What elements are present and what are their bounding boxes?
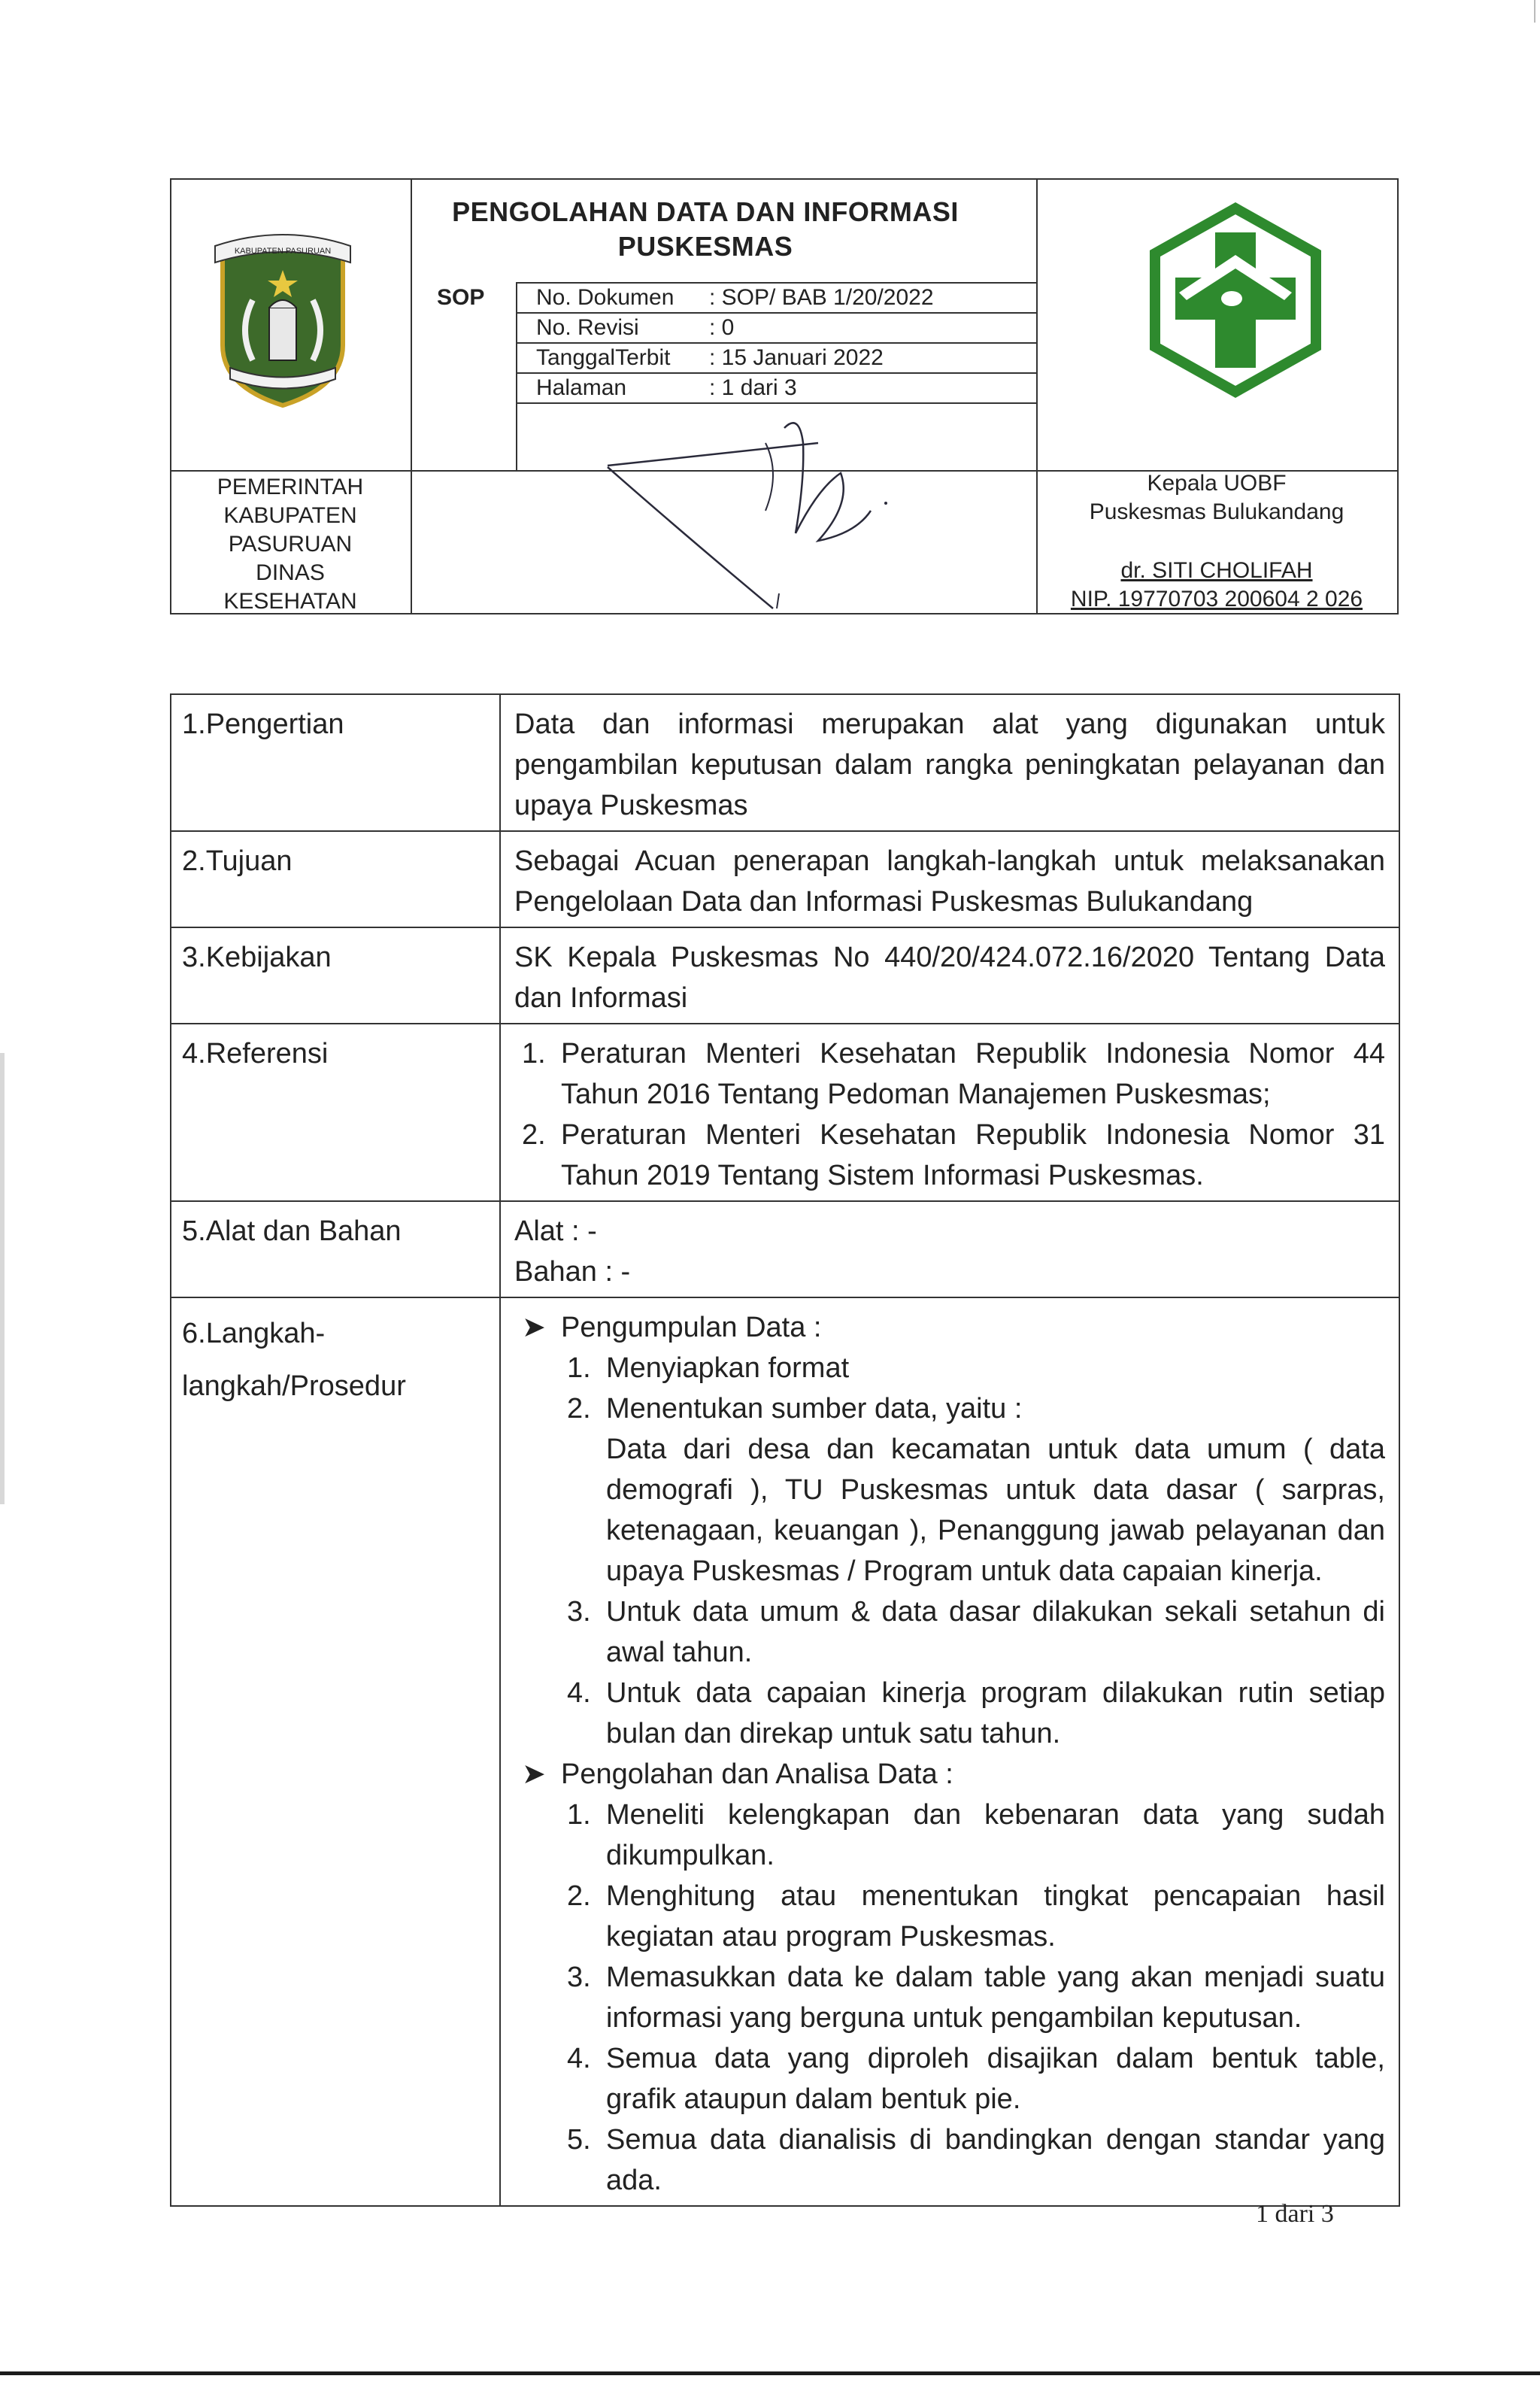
meta-row-doc-no [529,283,934,313]
emblem-banner-text: KABUPATEN PASURUAN [234,247,332,256]
section-title: Pengumpulan Data : [561,1312,822,1343]
value-referensi [500,1024,1399,1201]
item-number: 3. [567,1596,591,1628]
list-item [514,2038,1385,2119]
list-item [514,2119,1385,2201]
label-kebijakan: 3.Kebijakan [171,927,500,1024]
value-langkah [500,1297,1399,2206]
head-role: Kepala UOBF [1147,471,1287,496]
label-alat-bahan: 5.Alat dan Bahan [171,1201,500,1297]
section-pengolahan [514,1754,1385,1795]
signature-icon [593,420,1014,616]
label-pengertian: 1.Pengertian [171,694,500,831]
procedure-table [170,693,1400,2207]
scan-edge-right [1534,0,1535,23]
item-number: 1. [567,1352,591,1384]
meta-key: No. Dokumen [536,285,675,310]
label-referensi: 4.Referensi [171,1024,500,1201]
section-title: Pengolahan dan Analisa Data : [561,1758,953,1790]
meta-value: : SOP/ BAB 1/20/2022 [709,285,934,310]
list-item [514,1673,1385,1754]
section-pengumpulan [514,1307,1385,1348]
item-detail: Data dari desa dan kecamatan untuk data umum ( data demografi ), TU Puskesmas untuk data dasar ( sarpras, ketenagaan, keuangan ), Penanggung jawab pelayanan dan upaya Puskesmas / Program untuk data capaian kinerja. [606,1434,1385,1587]
list-item [514,1115,1385,1196]
meta-value: : 0 [709,315,735,340]
list-item [514,1591,1385,1673]
kabupaten-emblem-icon [208,225,358,413]
meta-key: No. Revisi [536,315,639,340]
list-item [514,1876,1385,1957]
meta-row-date [529,343,884,373]
tujuan-text: Sebagai Acuan penerapan langkah-langkah untuk melaksanakan Pengelolaan Data dan Informasi Puskesmas Bulukandang [514,845,1385,918]
org-line-1: PEMERINTAH [217,475,364,499]
item-number: 4. [567,2043,591,2074]
value-kebijakan [500,927,1399,1024]
item-text: Menyiapkan format [606,1352,850,1384]
value-tujuan [500,831,1399,927]
meta-value: : 15 Januari 2022 [709,345,884,370]
item-text: Untuk data umum & data dasar dilakukan sekali setahun di awal tahun. [606,1596,1385,1668]
item-number: 2. [567,1880,591,1912]
item-text: Peraturan Menteri Kesehatan Republik Indonesia Nomor 44 Tahun 2016 Tentang Pedoman Manajemen Puskesmas; [561,1038,1385,1110]
alat-text: Alat : - [514,1215,597,1247]
puskesmas-logo-icon [1141,202,1329,398]
item-text: Menghitung atau menentukan tingkat pencapaian hasil kegiatan atau program Puskesmas. [606,1880,1385,1953]
scan-bottom-edge [0,2371,1540,2375]
item-text: Untuk data capaian kinerja program dilakukan rutin setiap bulan dan direkap untuk satu tahun. [606,1677,1385,1749]
item-text: Memasukkan data ke dalam table yang akan menjadi suatu informasi yang berguna untuk pengambilan keputusan. [606,1962,1385,2034]
pengumpulan-list [514,1348,1385,1754]
arrow-bullet-icon: ➤ [522,1758,546,1790]
meta-key: Halaman [536,375,627,400]
referensi-list [514,1033,1385,1196]
label-langkah-text: 6.Langkah-langkah/Prosedur [182,1318,406,1402]
meta-row-revision [529,313,734,343]
bahan-text: Bahan : - [514,1256,631,1288]
item-text: Peraturan Menteri Kesehatan Republik Indonesia Nomor 31 Tahun 2019 Tentang Sistem Informasi Puskesmas. [561,1119,1385,1191]
row-tujuan [171,831,1399,927]
label-langkah [171,1297,500,2206]
pengolahan-list [514,1795,1385,2201]
item-number: 2. [522,1119,546,1151]
meta-key: TanggalTerbit [536,345,671,370]
list-item [514,1388,1385,1591]
item-number: 3. [567,1962,591,1993]
row-referensi [171,1024,1399,1201]
list-item [514,1348,1385,1388]
item-text: Semua data yang diproleh disajikan dalam bentuk table, grafik ataupun dalam bentuk pie. [606,2043,1385,2115]
document-title: PENGOLAHAN DATA DAN INFORMASI PUSKESMAS [452,196,959,262]
org-line-5: KESEHATAN [223,589,357,614]
list-item [514,1033,1385,1115]
head-nip: NIP. 19770703 200604 2 026 [1070,587,1363,611]
item-number: 4. [567,1677,591,1709]
organization-block [171,473,409,616]
meta-value: : 1 dari 3 [709,375,797,400]
value-alat-bahan [500,1201,1399,1297]
kebijakan-text: SK Kepala Puskesmas No 440/20/424.072.16/2020 Tentang Data dan Informasi [514,942,1385,1014]
org-line-3: PASURUAN [228,532,353,557]
row-langkah [171,1297,1399,2206]
item-number: 2. [567,1393,591,1425]
header-table [170,178,1399,614]
item-number: 1. [567,1799,591,1831]
item-number: 5. [567,2124,591,2156]
arrow-bullet-icon: ➤ [522,1312,546,1343]
org-line-4: DINAS [256,560,325,585]
meta-row-page [529,373,797,403]
value-pengertian [500,694,1399,831]
row-kebijakan [171,927,1399,1024]
sop-label: SOP [437,285,485,310]
item-text: Menentukan sumber data, yaitu : [606,1393,1023,1425]
pengertian-text: Data dan informasi merupakan alat yang digunakan untuk pengambilan keputusan dalam rangka peningkatan pelayanan dan upaya Puskesmas [514,709,1385,821]
head-unit: Puskesmas Bulukandang [1089,499,1344,524]
item-number: 1. [522,1038,546,1070]
list-item [514,1795,1385,1876]
page-number: 1 dari 3 [1256,2200,1334,2228]
label-tujuan: 2.Tujuan [171,831,500,927]
scan-edge-left [0,1053,5,1504]
row-alat-bahan [171,1201,1399,1297]
org-line-2: KABUPATEN [223,503,357,528]
head-name: dr. SITI CHOLIFAH [1120,558,1313,583]
item-text: Meneliti kelengkapan dan kebenaran data yang sudah dikumpulkan. [606,1799,1385,1871]
list-item [514,1957,1385,2038]
item-text: Semua data dianalisis di bandingkan dengan standar yang ada. [606,2124,1385,2196]
row-pengertian [171,694,1399,831]
